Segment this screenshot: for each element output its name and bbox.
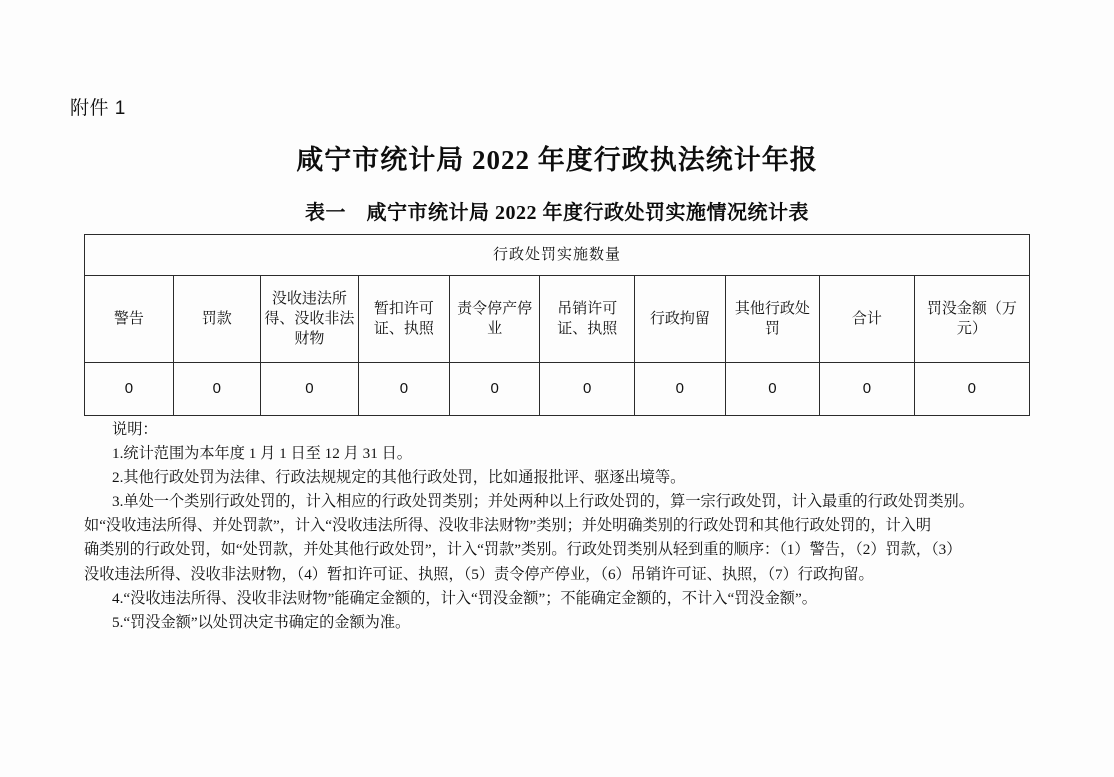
note-line-5: 5.“罚没金额”以处罚决定书确定的金额为准。 [112,613,411,631]
cell-order-stop-production-value: 0 [449,363,540,416]
column-header-suspend-license: 暂扣许可证、执照 [359,276,450,363]
note-line-3-cont-3: 没收违法所得、没收非法财物，（4）暂扣许可证、执照，（5）责令停产停业，（6）吊销许可证、执照，（7）行政拘留。 [84,565,874,583]
cell-other-penalties-value: 0 [725,363,820,416]
attachment-label: 附件 1 [70,98,126,119]
column-header-penalty-amount: 罚没金额（万元） [914,276,1029,363]
column-header-administrative-detention: 行政拘留 [634,276,725,363]
note-line-3-cont-1: 如“没收违法所得、并处罚款”，计入“没收违法所得、没收非法财物”类别；并处明确类别的行政处罚和其他行政处罚的，计入明 [84,517,932,535]
notes-section [84,418,1044,635]
column-header-confiscation: 没收违法所得、没收非法财物 [260,276,358,363]
note-line-3: 3.单处一个类别行政处罚的，计入相应的行政处罚类别；并处两种以上行政处罚的，算一宗行政处罚，计入最重的行政处罚类别。 [112,493,974,511]
table-group-header-row [85,235,1030,276]
cell-warning-value: 0 [85,363,174,416]
column-header-other-penalties: 其他行政处罚 [725,276,820,363]
column-header-revoke-license: 吊销许可证、执照 [540,276,635,363]
column-header-total: 合计 [820,276,915,363]
note-line-4: 4.“没收违法所得、没收非法财物”能确定金额的，计入“罚没金额”；不能确定金额的，不计入“罚没金额”。 [112,589,817,607]
column-header-order-stop-production: 责令停产停业 [449,276,540,363]
column-header-warning: 警告 [85,276,174,363]
column-header-fine: 罚款 [173,276,260,363]
table-group-header: 行政处罚实施数量 [85,235,1030,276]
cell-revoke-license-value: 0 [540,363,635,416]
cell-confiscation-value: 0 [260,363,358,416]
note-line-2: 2.其他行政处罚为法律、行政法规规定的其他行政处罚，比如通报批评、驱逐出境等。 [112,469,686,487]
table-header-row [85,276,1030,363]
cell-suspend-license-value: 0 [359,363,450,416]
cell-administrative-detention-value: 0 [634,363,725,416]
note-line-1: 1.统计范围为本年度 1 月 1 日至 12 月 31 日。 [112,445,412,463]
cell-penalty-amount-value: 0 [914,363,1029,416]
note-line-3-cont-2: 确类别的行政处罚，如“处罚款，并处其他行政处罚”，计入“罚款”类别。行政处罚类别从轻到重的顺序：（1）警告，（2）罚款，（3） [84,541,962,559]
cell-total-value: 0 [820,363,915,416]
table-row [85,363,1030,416]
cell-fine-value: 0 [173,363,260,416]
notes-heading: 说明： [112,421,158,438]
page-title: 咸宁市统计局 2022 年度行政执法统计年报 [296,145,818,175]
penalty-statistics-table [84,234,1030,416]
table-title: 表一 咸宁市统计局 2022 年度行政处罚实施情况统计表 [305,202,809,224]
